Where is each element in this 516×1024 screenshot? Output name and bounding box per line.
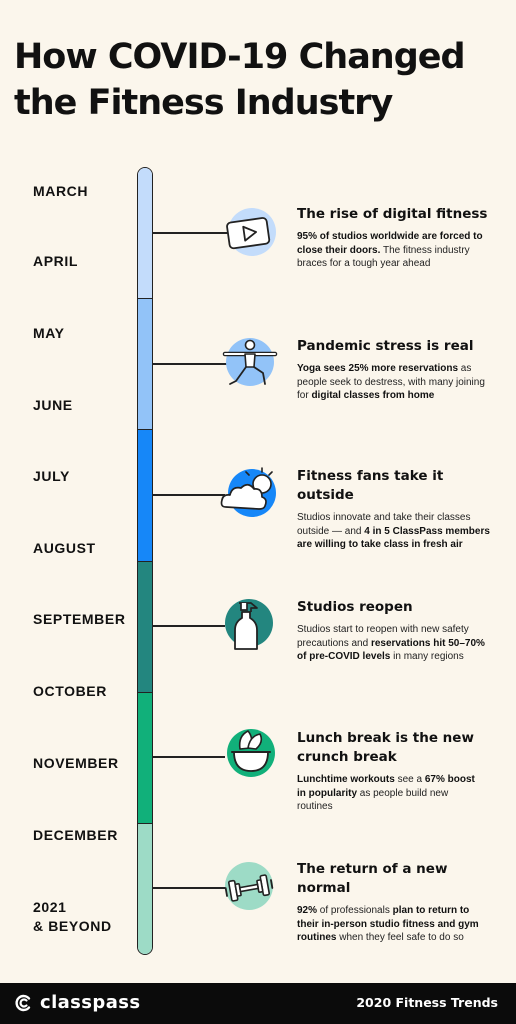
description-text: in many regions [390, 651, 464, 662]
timeline-bar [137, 167, 153, 955]
footer-tagline: 2020 Fitness Trends [356, 995, 498, 1010]
title-line-2: the Fitness Industry [14, 83, 393, 123]
month-label-may: MAY [33, 325, 65, 341]
event-title: The return of a new normal [297, 861, 448, 896]
connector-line-3 [153, 494, 225, 496]
description-emphasis: 95% of studios worldwide are forced to close their doors. [297, 231, 483, 256]
event-title: The rise of digital fitness [297, 206, 488, 222]
description-text: of professionals [317, 905, 393, 916]
event-title: Fitness fans take it outside [297, 468, 444, 503]
description-emphasis: plan to return to their in-person studio fitness and gym routines [297, 905, 479, 943]
description-text: The fitness industry braces for a tough year ahead [297, 244, 470, 269]
title-line-1: How COVID-19 Changed [14, 37, 465, 77]
timeline-segment-1 [138, 168, 152, 299]
timeline-segment-5 [138, 693, 152, 824]
month-label-april: APRIL [33, 253, 78, 269]
spray-bottle-icon [224, 598, 274, 648]
dumbbell-icon [224, 861, 274, 911]
event-title: Lunch break is the new crunch break [297, 730, 474, 765]
connector-line-5 [153, 756, 225, 758]
connector-line-6 [153, 887, 225, 889]
connector-line-1 [153, 232, 231, 234]
description-emphasis: Lunchtime workouts [297, 774, 395, 785]
event-lunch-break [297, 729, 477, 814]
connector-line-2 [153, 363, 231, 365]
event-description [297, 773, 477, 814]
event-description [297, 511, 497, 552]
description-emphasis: 67% boost in popularity [297, 774, 475, 799]
description-emphasis: 92% [297, 905, 318, 916]
month-label-october: OCTOBER [33, 683, 107, 699]
description-text: as people seek to destress, with many joining for [297, 363, 485, 401]
event-description [297, 362, 497, 403]
yoga-pose-icon [225, 337, 275, 387]
description-emphasis: 4 in 5 ClassPass members are willing to take class in fresh air [297, 525, 490, 550]
event-studios-reopen [297, 598, 497, 664]
timeline-segment-3 [138, 430, 152, 561]
month-label-august: AUGUST [33, 540, 96, 556]
classpass-logo-icon [14, 993, 34, 1013]
description-text: as people build new routines [297, 787, 449, 812]
month-label-march: MARCH [33, 183, 89, 199]
event-title: Studios reopen [297, 599, 413, 615]
month-label-june: JUNE [33, 397, 73, 413]
event-take-it-outside [297, 467, 497, 552]
event-description [297, 230, 497, 271]
event-description [297, 623, 497, 664]
event-new-normal [297, 860, 482, 945]
month-label-november: NOVEMBER [33, 755, 119, 771]
description-emphasis: Yoga sees 25% more reservations [297, 363, 459, 374]
event-digital-fitness [297, 205, 497, 271]
timeline-segment-2 [138, 299, 152, 430]
month-label-september: SEPTEMBER [33, 611, 126, 627]
description-text: Studios start to reopen with new safety precautions and [297, 624, 469, 649]
description-text: Studios innovate and take their classes outside — and [297, 512, 471, 537]
event-pandemic-stress [297, 337, 497, 403]
video-play-icon [225, 207, 275, 257]
footer-bar [0, 983, 516, 1024]
month-label-december: DECEMBER [33, 827, 118, 843]
event-title: Pandemic stress is real [297, 338, 474, 354]
event-description [297, 904, 482, 945]
timeline-segment-6 [138, 824, 152, 954]
salad-bowl-icon [226, 728, 276, 778]
description-emphasis: digital classes from home [311, 390, 435, 401]
description-text: see a [394, 774, 425, 785]
month-label-july: JULY [33, 468, 70, 484]
timeline-segment-4 [138, 562, 152, 693]
description-text: when they feel safe to do so [336, 932, 464, 943]
classpass-logo [14, 992, 140, 1013]
month-label-and-beyond: & BEYOND [33, 918, 112, 934]
brand-name: classpass [40, 992, 141, 1013]
description-emphasis: reservations hit 50–70% of pre-COVID levels [297, 637, 485, 662]
sun-cloud-icon [222, 467, 272, 517]
connector-line-4 [153, 625, 225, 627]
month-label-2021: 2021 [33, 899, 67, 915]
page-title [14, 34, 509, 126]
